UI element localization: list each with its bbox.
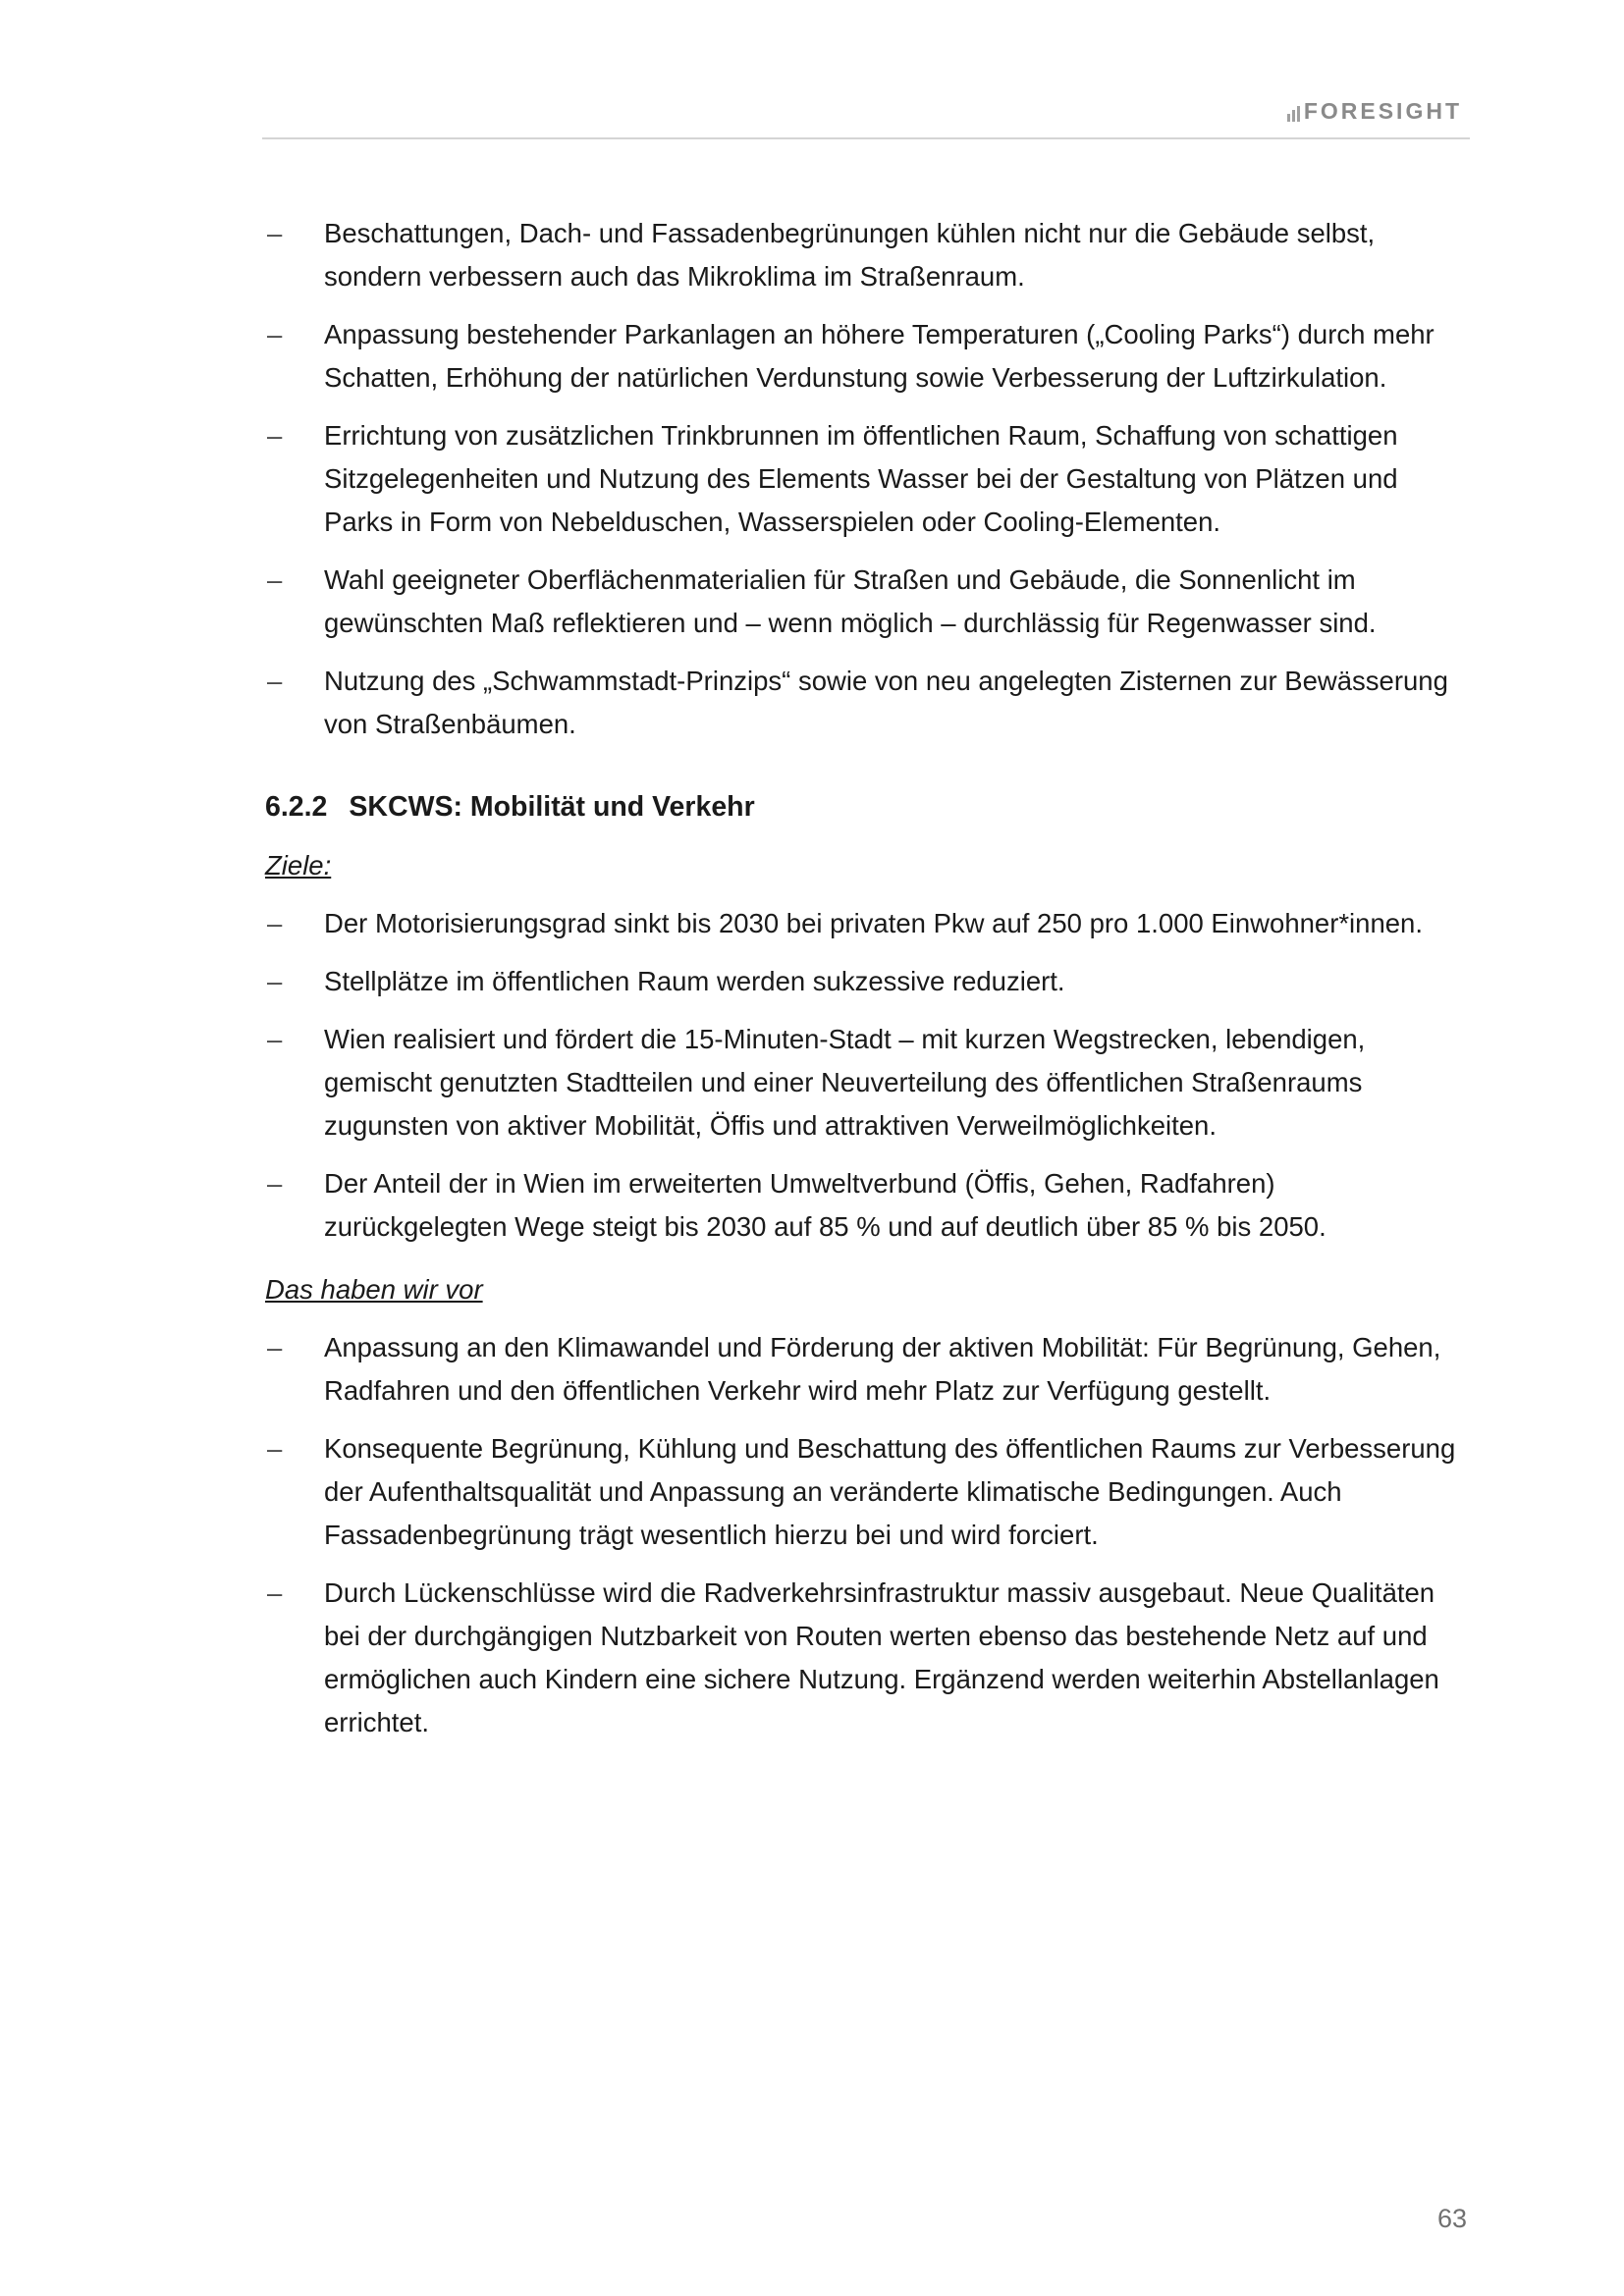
- list-item: – Nutzung des „Schwammstadt-Prinzips“ sowie von neu angelegten Zisternen zur Bewässerung von Straßenbäumen.: [265, 660, 1463, 746]
- list-item: – Konsequente Begrünung, Kühlung und Beschattung des öffentlichen Raums zur Verbesserung der Aufenthaltsqualität und Anpassung an veränderte klimatische Bedingungen. Auch Fassadenbegrünung trägt wesentlich hierzu bei und wird forciert.: [265, 1427, 1463, 1557]
- section-heading: [265, 785, 1463, 828]
- intro-list: [265, 212, 1463, 746]
- list-item: – Durch Lückenschlüsse wird die Radverkehrsinfrastruktur massiv ausgebaut. Neue Qualitäten bei der durchgängigen Nutzbarkeit von Routen werten ebenso das bestehende Netz auf und ermöglichen auch Kindern eine sichere Nutzung. Ergänzend werden weiterhin Abstellanlagen errichtet.: [265, 1572, 1463, 1744]
- list-item: – Stellplätze im öffentlichen Raum werden sukzessive reduziert.: [265, 960, 1463, 1003]
- dash-bullet-icon: –: [267, 1332, 283, 1362]
- page-number: 63: [1436, 2204, 1467, 2233]
- section-number: 6.2.2: [265, 791, 328, 823]
- dash-bullet-icon: –: [267, 1168, 283, 1199]
- dash-bullet-icon: –: [267, 564, 283, 595]
- list-item: – Wahl geeigneter Oberflächenmaterialien für Straßen und Gebäude, die Sonnenlicht im gewünschten Maß reflektieren und – wenn möglich – durchlässig für Regenwasser sind.: [265, 559, 1463, 645]
- section-title: SKCWS: Mobilität und Verkehr: [349, 791, 755, 823]
- dash-bullet-icon: –: [267, 908, 283, 938]
- plans-label: Das haben wir vor: [265, 1274, 483, 1305]
- list-item: – Der Anteil der in Wien im erweiterten Umweltverbund (Öffis, Gehen, Radfahren) zurückgelegten Wege steigt bis 2030 auf 85 % und auf deutlich über 85 % bis 2050.: [265, 1162, 1463, 1249]
- brand-name: FORESIGHT: [1303, 98, 1462, 124]
- list-item: – Anpassung bestehender Parkanlagen an höhere Temperaturen („Cooling Parks“) durch mehr Schatten, Erhöhung der natürlichen Verdunstung sowie Verbesserung der Luftzirkulation.: [265, 313, 1463, 400]
- dash-bullet-icon: –: [267, 1577, 283, 1608]
- bars-icon: [1287, 104, 1300, 122]
- dash-bullet-icon: –: [267, 1433, 283, 1464]
- brand-logo: [1287, 98, 1462, 124]
- page-body: [265, 212, 1463, 1759]
- list-item: – Wien realisiert und fördert die 15-Minuten-Stadt – mit kurzen Wegstrecken, lebendigen, gemischt genutzten Stadtteilen und einer Neuverteilung des öffentlichen Straßenraums zugunsten von aktiver Mobilität, Öffis und attraktiven Verweilmöglichkeiten.: [265, 1018, 1463, 1148]
- goals-list: [265, 902, 1463, 1249]
- dash-bullet-icon: –: [267, 666, 283, 696]
- list-item: – Errichtung von zusätzlichen Trinkbrunnen im öffentlichen Raum, Schaffung von schattigen Sitzgelegenheiten und Nutzung des Elements Wasser bei der Gestaltung von Plätzen und Parks in Form von Nebelduschen, Wasserspielen oder Cooling-Elementen.: [265, 414, 1463, 544]
- dash-bullet-icon: –: [267, 966, 283, 996]
- plans-list: [265, 1326, 1463, 1744]
- list-item: – Beschattungen, Dach- und Fassadenbegrünungen kühlen nicht nur die Gebäude selbst, sondern verbessern auch das Mikroklima im Straßenraum.: [265, 212, 1463, 298]
- list-item: – Der Motorisierungsgrad sinkt bis 2030 bei privaten Pkw auf 250 pro 1.000 Einwohner*innen.: [265, 902, 1463, 945]
- dash-bullet-icon: –: [267, 218, 283, 248]
- list-item: – Anpassung an den Klimawandel und Förderung der aktiven Mobilität: Für Begrünung, Gehen, Radfahren und den öffentlichen Verkehr wird mehr Platz zur Verfügung gestellt.: [265, 1326, 1463, 1413]
- dash-bullet-icon: –: [267, 319, 283, 349]
- dash-bullet-icon: –: [267, 420, 283, 451]
- goals-label: Ziele:: [265, 850, 332, 881]
- dash-bullet-icon: –: [267, 1024, 283, 1054]
- page-header: [262, 94, 1470, 139]
